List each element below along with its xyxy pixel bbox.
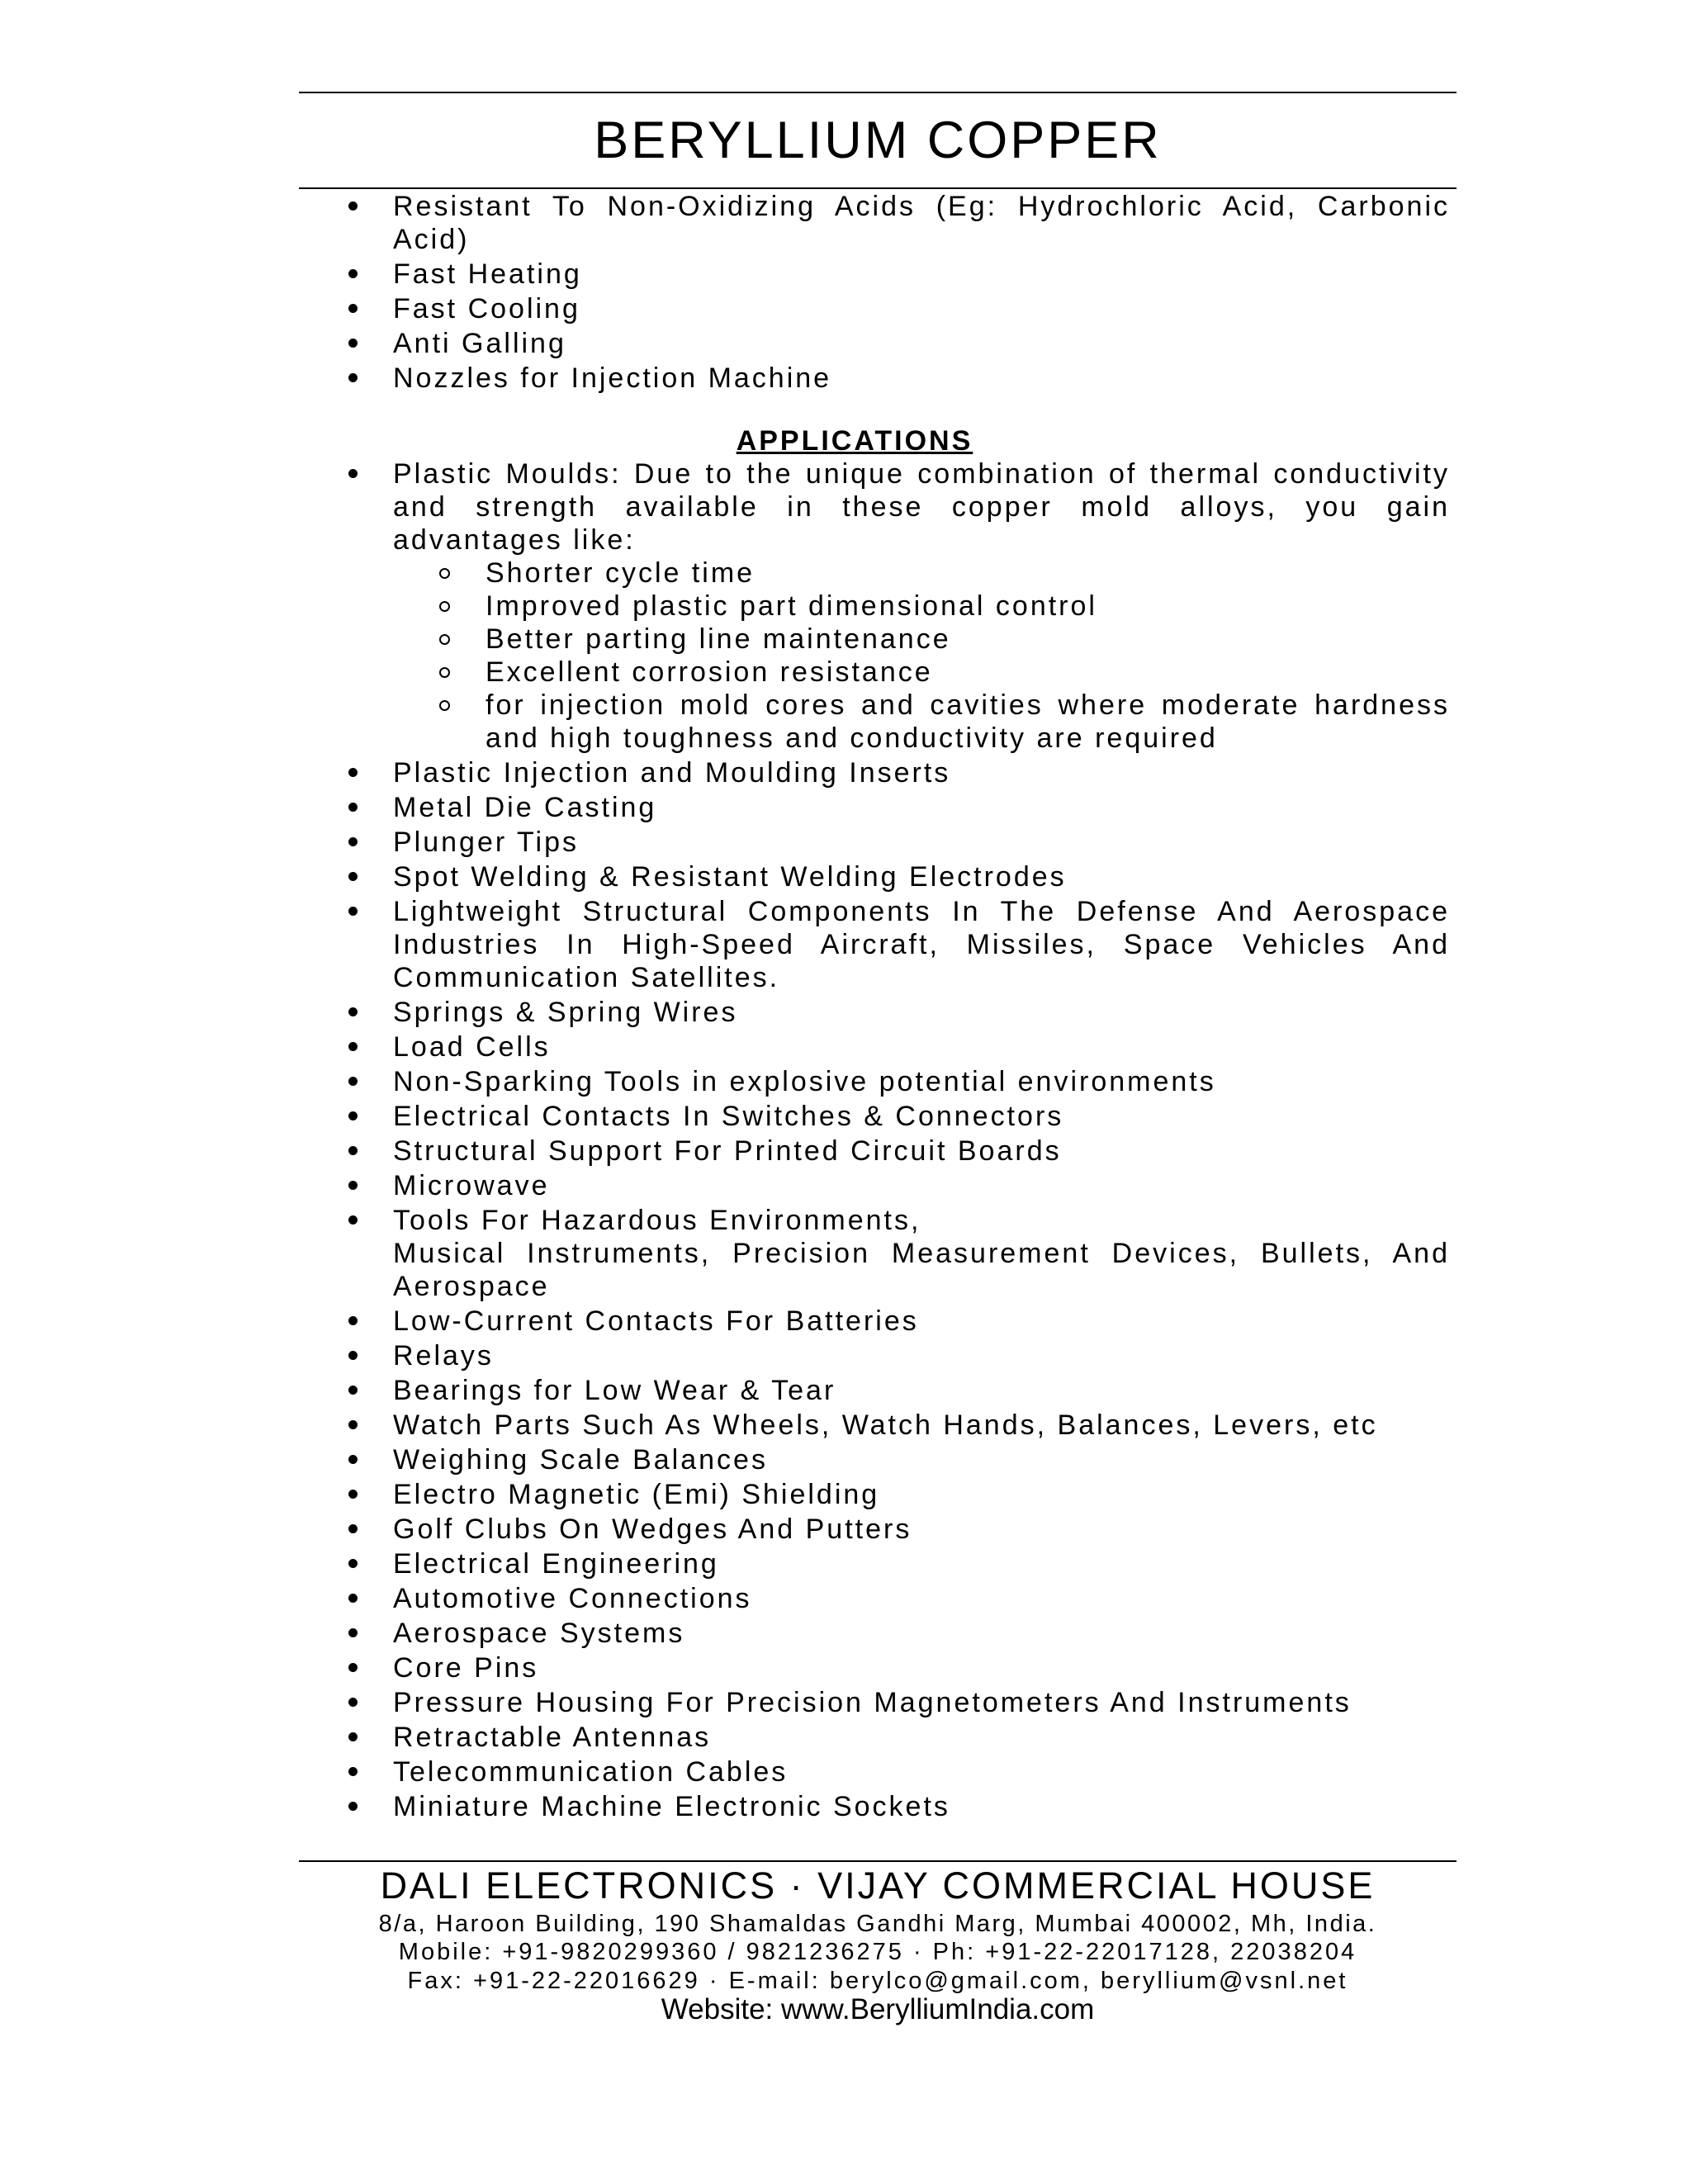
bullet-icon <box>348 803 358 812</box>
bullet-icon <box>348 1420 358 1429</box>
list-item: Plastic Moulds: Due to the unique combination of thermal conductivity and strength available in these copper mold alloys, you gain advantages like: Shorter cycle time Improved plastic part dimensional control Better parting line maintenance Excellent corrosion resistance for injection mold cores and cavities where moderate hardness and high toughness and conductivity are required <box>339 457 1450 755</box>
list-item: Structural Support For Printed Circuit Boards <box>339 1135 1450 1168</box>
circle-bullet-icon <box>439 568 450 579</box>
bullet-icon <box>348 1455 358 1464</box>
list-item: Weighing Scale Balances <box>339 1443 1450 1476</box>
list-item: Load Cells <box>339 1030 1450 1064</box>
bullet-icon <box>348 768 358 777</box>
list-item: Microwave <box>339 1169 1450 1202</box>
bullet-icon <box>348 1663 358 1672</box>
bullet-icon <box>348 469 358 478</box>
list-item: Lightweight Structural Components In The Defense And Aerospace Industries In High-Speed Aircraft, Missiles, Space Vehicles And Communication Satellites. <box>339 895 1450 994</box>
bullet-icon <box>348 1316 358 1325</box>
list-item: Fast Cooling <box>339 292 1450 325</box>
list-item: Pressure Housing For Precision Magnetometers And Instruments <box>339 1686 1450 1719</box>
footer-website: Website: www.BerylliumIndia.com <box>661 1993 1095 2025</box>
bullet-icon <box>348 1111 358 1120</box>
list-item: Nozzles for Injection Machine <box>339 362 1450 395</box>
bullet-icon <box>348 201 358 211</box>
bullet-icon <box>348 1146 358 1155</box>
bullet-icon <box>348 1802 358 1811</box>
list-item: Springs & Spring Wires <box>339 996 1450 1029</box>
header-top-rule <box>299 92 1457 93</box>
bullet-icon <box>348 1559 358 1568</box>
bullet-icon <box>348 1698 358 1707</box>
list-item: Watch Parts Such As Wheels, Watch Hands, Balances, Levers, etc <box>339 1409 1450 1442</box>
properties-list <box>339 190 1450 395</box>
list-item: Electrical Contacts In Switches & Connectors <box>339 1100 1450 1133</box>
circle-bullet-icon <box>439 634 450 645</box>
list-item: Aerospace Systems <box>339 1617 1450 1650</box>
list-item: Spot Welding & Resistant Welding Electrodes <box>339 860 1450 893</box>
bullet-icon <box>348 1524 358 1533</box>
footer-fax-email: Fax: +91-22-22016629 · E-mail: berylco@gmail.com, beryllium@vsnl.net <box>407 1968 1348 1994</box>
footer-phones: Mobile: +91-9820299360 / 9821236275 · Ph: +91-22-22017128, 22038204 <box>398 1939 1357 1965</box>
list-item: Core Pins <box>339 1651 1450 1684</box>
bullet-icon <box>348 1007 358 1016</box>
list-item: Electro Magnetic (Emi) Shielding <box>339 1478 1450 1511</box>
main-content <box>339 190 1450 1825</box>
footer-address: 8/a, Haroon Building, 190 Shamaldas Gandhi Marg, Mumbai 400002, Mh, India. <box>378 1911 1377 1937</box>
bullet-icon <box>348 373 358 382</box>
list-item: Automotive Connections <box>339 1582 1450 1615</box>
list-item: Low-Current Contacts For Batteries <box>339 1305 1450 1338</box>
sublist-item: Improved plastic part dimensional control <box>393 590 1450 623</box>
list-item: Metal Die Casting <box>339 791 1450 824</box>
bullet-icon <box>348 269 358 278</box>
bullet-icon <box>348 1594 358 1603</box>
circle-bullet-icon <box>439 700 450 711</box>
bullet-icon <box>348 1042 358 1051</box>
list-item: Resistant To Non-Oxidizing Acids (Eg: Hydrochloric Acid, Carbonic Acid) <box>339 190 1450 256</box>
list-item: Fast Heating <box>339 258 1450 291</box>
applications-list <box>339 457 1450 1823</box>
header-bottom-rule <box>299 187 1457 189</box>
list-item: Retractable Antennas <box>339 1721 1450 1754</box>
sublist-item: Excellent corrosion resistance <box>393 656 1450 689</box>
sublist-item: Better parting line maintenance <box>393 623 1450 656</box>
bullet-icon <box>348 304 358 313</box>
sublist-item: for injection mold cores and cavities where moderate hardness and high toughness and conductivity are required <box>393 689 1450 755</box>
page-title: BERYLLIUM COPPER <box>594 111 1162 169</box>
list-item: Plunger Tips <box>339 826 1450 859</box>
bullet-icon <box>348 1351 358 1360</box>
advantages-sublist <box>393 557 1450 755</box>
bullet-icon <box>348 1767 358 1776</box>
circle-bullet-icon <box>439 601 450 612</box>
bullet-icon <box>348 1628 358 1637</box>
footer-company: DALI ELECTRONICS · VIJAY COMMERCIAL HOUSE <box>380 1864 1376 1907</box>
circle-bullet-icon <box>439 667 450 678</box>
list-item: Electrical Engineering <box>339 1547 1450 1580</box>
list-item: Tools For Hazardous Environments, Musical Instruments, Precision Measurement Devices, Bullets, And Aerospace <box>339 1204 1450 1303</box>
list-item: Anti Galling <box>339 327 1450 360</box>
bullet-icon <box>348 907 358 916</box>
bullet-icon <box>348 339 358 348</box>
bullet-icon <box>348 872 358 881</box>
list-item: Telecommunication Cables <box>339 1755 1450 1788</box>
list-item: Miniature Machine Electronic Sockets <box>339 1790 1450 1823</box>
bullet-icon <box>348 1077 358 1086</box>
bullet-icon <box>348 1490 358 1499</box>
section-heading-applications: APPLICATIONS <box>736 425 973 457</box>
list-item: Bearings for Low Wear & Tear <box>339 1374 1450 1407</box>
list-item: Plastic Injection and Moulding Inserts <box>339 756 1450 789</box>
bullet-icon <box>348 1181 358 1190</box>
list-item: Relays <box>339 1339 1450 1372</box>
bullet-icon <box>348 1215 358 1225</box>
bullet-icon <box>348 837 358 846</box>
bullet-icon <box>348 1386 358 1395</box>
list-item: Non-Sparking Tools in explosive potential environments <box>339 1065 1450 1098</box>
bullet-icon <box>348 1732 358 1741</box>
sublist-item: Shorter cycle time <box>393 557 1450 590</box>
list-item: Golf Clubs On Wedges And Putters <box>339 1513 1450 1546</box>
